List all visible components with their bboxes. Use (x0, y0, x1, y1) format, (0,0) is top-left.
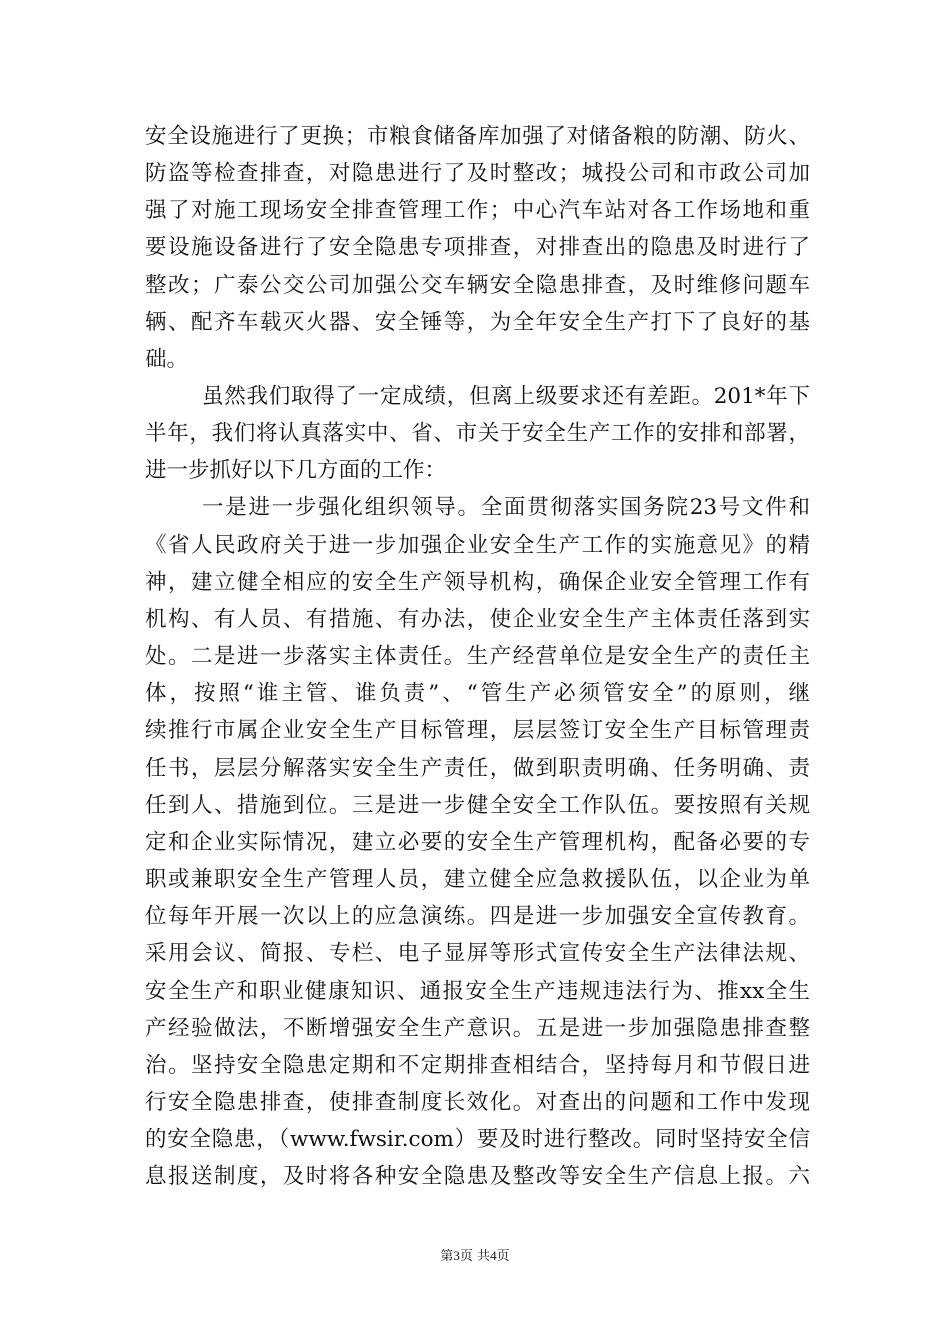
text-line: 续推行市属企业安全生产目标管理，层层签订安全生产目标管理责 (145, 718, 810, 743)
text-line: 进一步抓好以下几方面的工作： (145, 458, 447, 483)
text-line: 辆、配齐车载灭火器、安全锤等，为全年安全生产打下了良好的基 (145, 310, 810, 335)
text-line: 半年，我们将认真落实中、省、市关于安全生产工作的安排和部署， (145, 421, 810, 446)
text-line: 安全生产和职业健康知识、通报安全生产违规违法行为、推xx全生 (145, 979, 810, 1004)
current-page-number: 3 (453, 1248, 460, 1263)
text-line: 任书，层层分解落实安全生产责任，做到职责明确、任务明确、责 (145, 756, 810, 781)
text-line: 虽然我们取得了一定成绩，但离上级要求还有差距。201*年下 (202, 384, 810, 409)
text-line: 产经验做法，不断增强安全生产意识。五是进一步加强隐患排查整 (145, 1016, 810, 1041)
total-pages-number: 4 (490, 1248, 497, 1263)
text-line: 神，建立健全相应的安全生产领导机构，确保企业安全管理工作有 (145, 570, 810, 595)
footer-suffix: 页 (496, 1249, 510, 1264)
text-line: 采用会议、简报、专栏、电子显屏等形式宣传安全生产法律法规、 (145, 941, 810, 966)
text-line: 强了对施工现场安全排查管理工作；中心汽车站对各工作场地和重 (145, 198, 810, 223)
text-line: 治。坚持安全隐患定期和不定期排查相结合，坚持每月和节假日进 (145, 1053, 810, 1078)
text-line: 行安全隐患排查，使排查制度长效化。对查出的问题和工作中发现 (145, 1090, 810, 1115)
text-line: 防盗等检查排查，对隐患进行了及时整改；城投公司和市政公司加 (145, 161, 810, 186)
text-line: 安全设施进行了更换；市粮食储备库加强了对储备粮的防潮、防火、 (145, 124, 810, 149)
text-line: 要设施设备进行了安全隐患专项排查，对排查出的隐患及时进行了 (145, 235, 810, 260)
text-line: 任到人、措施到位。三是进一步健全安全工作队伍。要按照有关规 (145, 793, 810, 818)
text-line: 整改；广泰公交公司加强公交车辆安全隐患排查，及时维修问题车 (145, 273, 810, 298)
text-line: 《省人民政府关于进一步加强企业安全生产工作的实施意见》的精 (145, 533, 810, 558)
text-line: 位每年开展一次以上的应急演练。四是进一步加强安全宣传教育。 (145, 904, 810, 929)
text-line: 础。 (145, 347, 189, 372)
text-line: 机构、有人员、有措施、有办法，使企业安全生产主体责任落到实 (145, 607, 810, 632)
footer-mid: 页 共 (459, 1249, 491, 1264)
text-line: 息报送制度，及时将各种安全隐患及整改等安全生产信息上报。六 (145, 1164, 810, 1189)
text-line: 一是进一步强化组织领导。全面贯彻落实国务院23号文件和 (202, 495, 810, 520)
text-line: 体，按照“谁主管、谁负责”、“管生产必须管安全”的原则，继 (145, 681, 810, 706)
text-line: 的安全隐患，（www.fwsir.com）要及时进行整改。同时坚持安全信 (145, 1127, 810, 1152)
footer-prefix: 第 (440, 1249, 454, 1264)
page-footer (0, 1247, 950, 1266)
text-line: 处。二是进一步落实主体责任。生产经营单位是安全生产的责任主 (145, 644, 810, 669)
text-line: 定和企业实际情况，建立必要的安全生产管理机构，配备必要的专 (145, 830, 810, 855)
text-line: 职或兼职安全生产管理人员，建立健全应急救援队伍，以企业为单 (145, 867, 810, 892)
